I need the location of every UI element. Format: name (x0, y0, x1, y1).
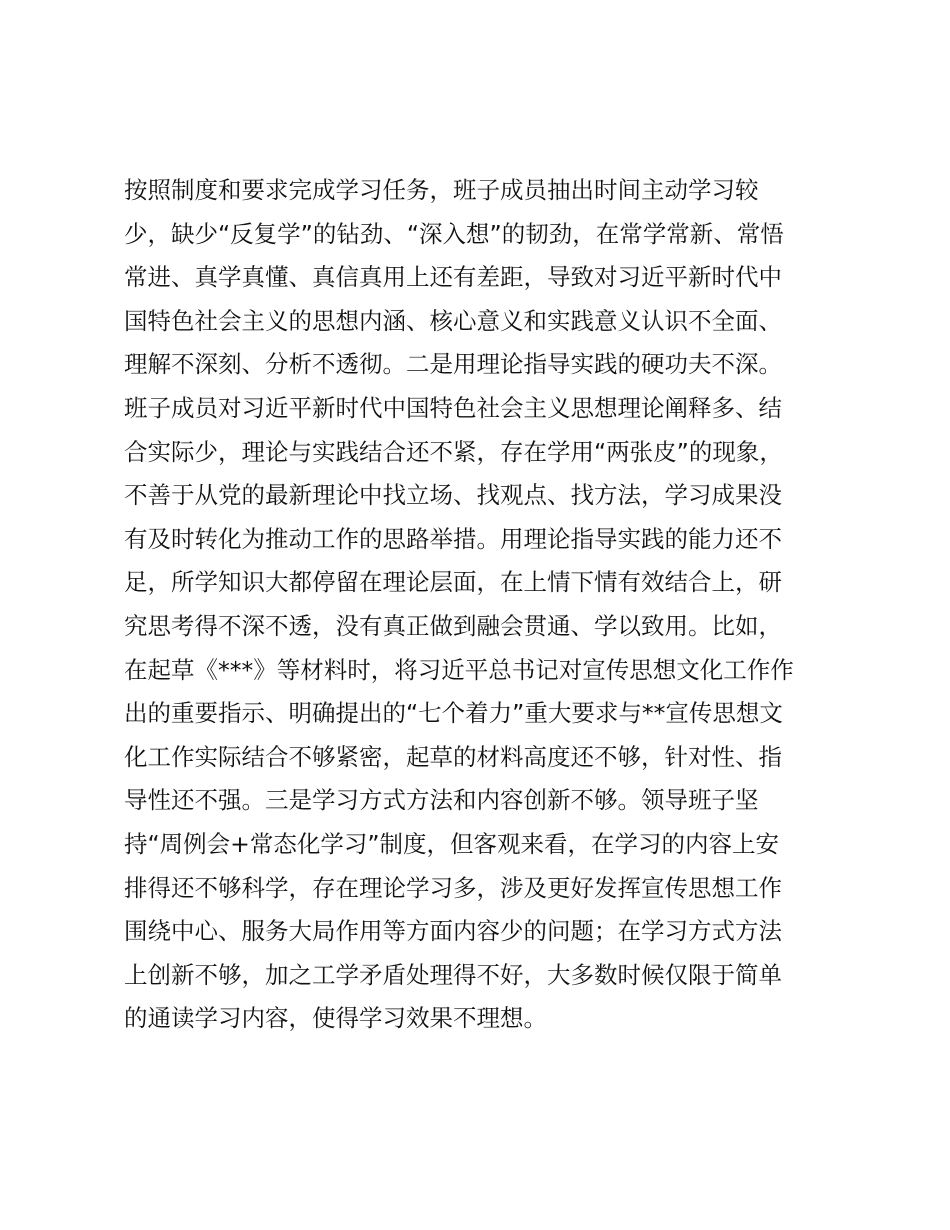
paragraph-line: 在起草《***》等材料时，将习近平总书记对宣传思想文化工作作 (124, 655, 794, 684)
paragraph-line: 少，缺少“反复学”的钻劲、“深入想”的韧劲，在常学常新、常悟 (124, 219, 784, 248)
paragraph-line: 究思考得不深不透，没有真正做到融会贯通、学以致用。比如， (124, 611, 782, 640)
paragraph-line: 有及时转化为推动工作的思路举措。用理论指导实践的能力还不 (124, 524, 782, 553)
paragraph-line: 合实际少，理论与实践结合还不紧，存在学用“两张皮”的现象， (124, 437, 783, 466)
paragraph-line: 理解不深刻、分析不透彻。二是用理论指导实践的硬功夫不深。 (124, 350, 782, 379)
paragraph-line: 化工作实际结合不够紧密，起草的材料高度还不够，针对性、指 (124, 742, 782, 771)
paragraph-line: 围绕中心、服务大局作用等方面内容少的问题；在学习方式方法 (124, 917, 782, 946)
paragraph-line: 不善于从党的最新理论中找立场、找观点、找方法，学习成果没 (124, 481, 782, 510)
paragraph-line: 国特色社会主义的思想内涵、核心意义和实践意义认识不全面、 (124, 306, 782, 335)
paragraph-line: 足，所学知识大都停留在理论层面，在上情下情有效结合上，研 (124, 568, 782, 597)
paragraph-line: 按照制度和要求完成学习任务，班子成员抽出时间主动学习较 (124, 176, 759, 204)
paragraph-line: 排得还不够科学，存在理论学习多，涉及更好发挥宣传思想工作 (124, 873, 782, 902)
paragraph-line: 出的重要指示、明确提出的“七个着力”重大要求与**宣传思想文 (124, 699, 783, 728)
paragraph-line: 常进、真学真懂、真信真用上还有差距，导致对习近平新时代中 (124, 263, 782, 292)
paragraph-line: 班子成员对习近平新时代中国特色社会主义思想理论阐释多、结 (124, 393, 782, 422)
body-paragraph (124, 169, 844, 1041)
paragraph-line: 的通读学习内容，使得学习效果不理想。 (124, 1004, 547, 1033)
paragraph-line: 上创新不够，加之工学矛盾处理得不好，大多数时候仅限于简单 (124, 960, 782, 989)
paragraph-line: 持“周例会+常态化学习”制度，但客观来看，在学习的内容上安 (124, 829, 780, 858)
paragraph-line: 导性还不强。三是学习方式方法和内容创新不够。领导班子坚 (124, 786, 759, 815)
